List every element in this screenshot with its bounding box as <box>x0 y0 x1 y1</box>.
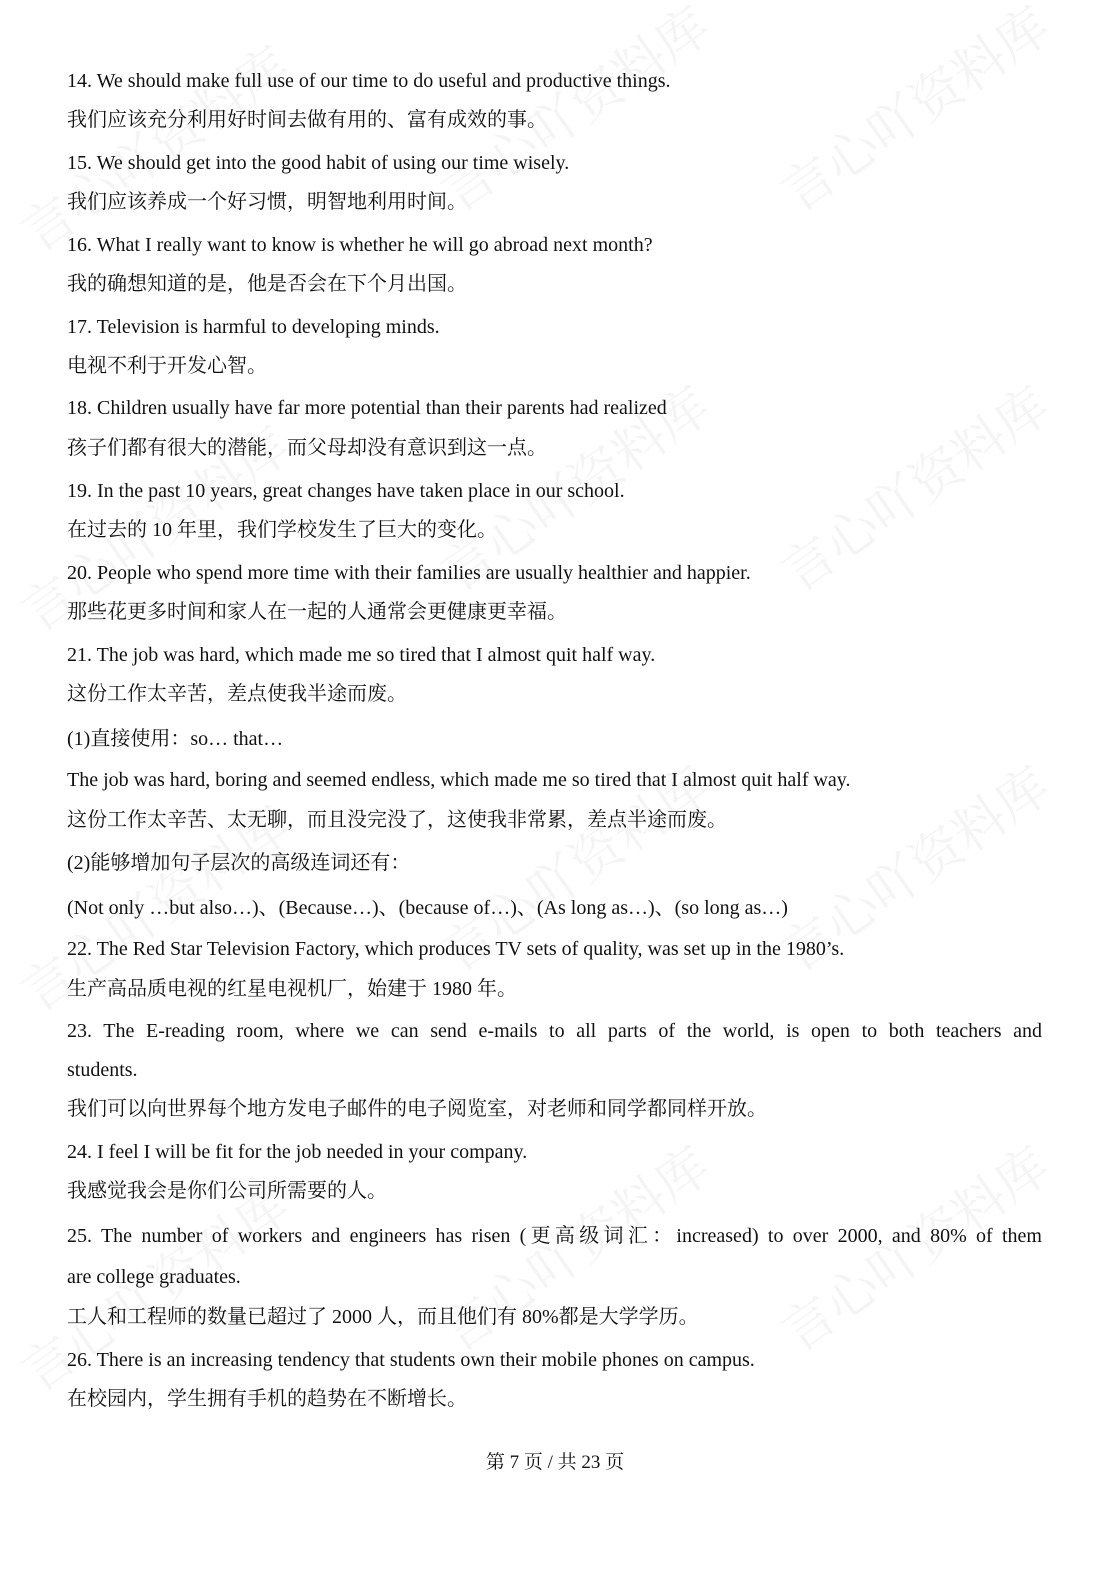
text-line: 21. The job was hard, which made me so tired that I almost quit half way. <box>67 644 656 666</box>
text-line: 16. What I really want to know is whether he will go abroad next month? <box>67 234 653 256</box>
text-line: 18. Children usually have far more potential than their parents had realized <box>67 397 667 419</box>
text-line: 工人和工程师的数量已超过了 2000 人，而且他们有 80%都是大学学历。 <box>67 1306 699 1328</box>
watermark <box>771 376 1061 604</box>
text-line: 25. The number of workers and engineers has risen (更高级词汇：increased) to over 2000, and 80% of them <box>67 1225 1042 1247</box>
text-line: 我们可以向世界每个地方发电子邮件的电子阅览室，对老师和同学都同样开放。 <box>67 1098 767 1120</box>
text-line: are college graduates. <box>67 1266 241 1288</box>
text-line: 孩子们都有很大的潜能，而父母却没有意识到这一点。 <box>67 437 547 459</box>
text-line: 22. The Red Star Television Factory, which produces TV sets of quality, was set up in the 1980’s. <box>67 938 845 960</box>
text-line: 那些花更多时间和家人在一起的人通常会更健康更幸福。 <box>67 601 567 623</box>
text-line: 我的确想知道的是，他是否会在下个月出国。 <box>67 273 467 295</box>
text-line: 14. We should make full use of our time to do useful and productive things. <box>67 70 671 92</box>
text-line: 这份工作太辛苦、太无聊，而且没完没了，这使我非常累，差点半途而废。 <box>67 809 727 831</box>
text-line: (2)能够增加句子层次的高级连词还有： <box>67 852 411 874</box>
text-line: 生产高品质电视的红星电视机厂，始建于 1980 年。 <box>67 978 517 1000</box>
text-line: (Not only …but also…)、(Because…)、(because of…)、(As long as…)、(so long as…) <box>67 897 788 919</box>
watermark <box>431 1136 721 1364</box>
text-line: 我们应该充分利用好时间去做有用的、富有成效的事。 <box>67 109 547 131</box>
watermark <box>771 1136 1061 1364</box>
page-footer: 第 7 页 / 共 23 页 <box>485 1452 625 1473</box>
text-line: 19. In the past 10 years, great changes have taken place in our school. <box>67 480 625 502</box>
text-line: 电视不利于开发心智。 <box>67 355 267 377</box>
text-line: 在过去的 10 年里，我们学校发生了巨大的变化。 <box>67 519 497 541</box>
text-line: 20. People who spend more time with their families are usually healthier and happier. <box>67 562 751 584</box>
text-line: (1)直接使用：so… that… <box>67 728 284 750</box>
text-line: 这份工作太辛苦，差点使我半途而废。 <box>67 683 407 705</box>
text-line: The job was hard, boring and seemed endless, which made me so tired that I almost quit half way. <box>67 769 851 791</box>
text-line: 26. There is an increasing tendency that students own their mobile phones on campus. <box>67 1349 755 1371</box>
text-line: 在校园内，学生拥有手机的趋势在不断增长。 <box>67 1388 467 1410</box>
text-line: students. <box>67 1059 138 1081</box>
text-line: 23. The E-reading room, where we can send e-mails to all parts of the world, is open to both teachers and <box>67 1020 1042 1042</box>
text-line: 17. Television is harmful to developing minds. <box>67 316 440 338</box>
watermark <box>771 0 1061 224</box>
text-line: 我感觉我会是你们公司所需要的人。 <box>67 1180 387 1202</box>
text-line: 15. We should get into the good habit of using our time wisely. <box>67 152 570 174</box>
text-line: 我们应该养成一个好习惯，明智地利用时间。 <box>67 191 467 213</box>
text-line: 24. I feel I will be fit for the job needed in your company. <box>67 1141 528 1163</box>
